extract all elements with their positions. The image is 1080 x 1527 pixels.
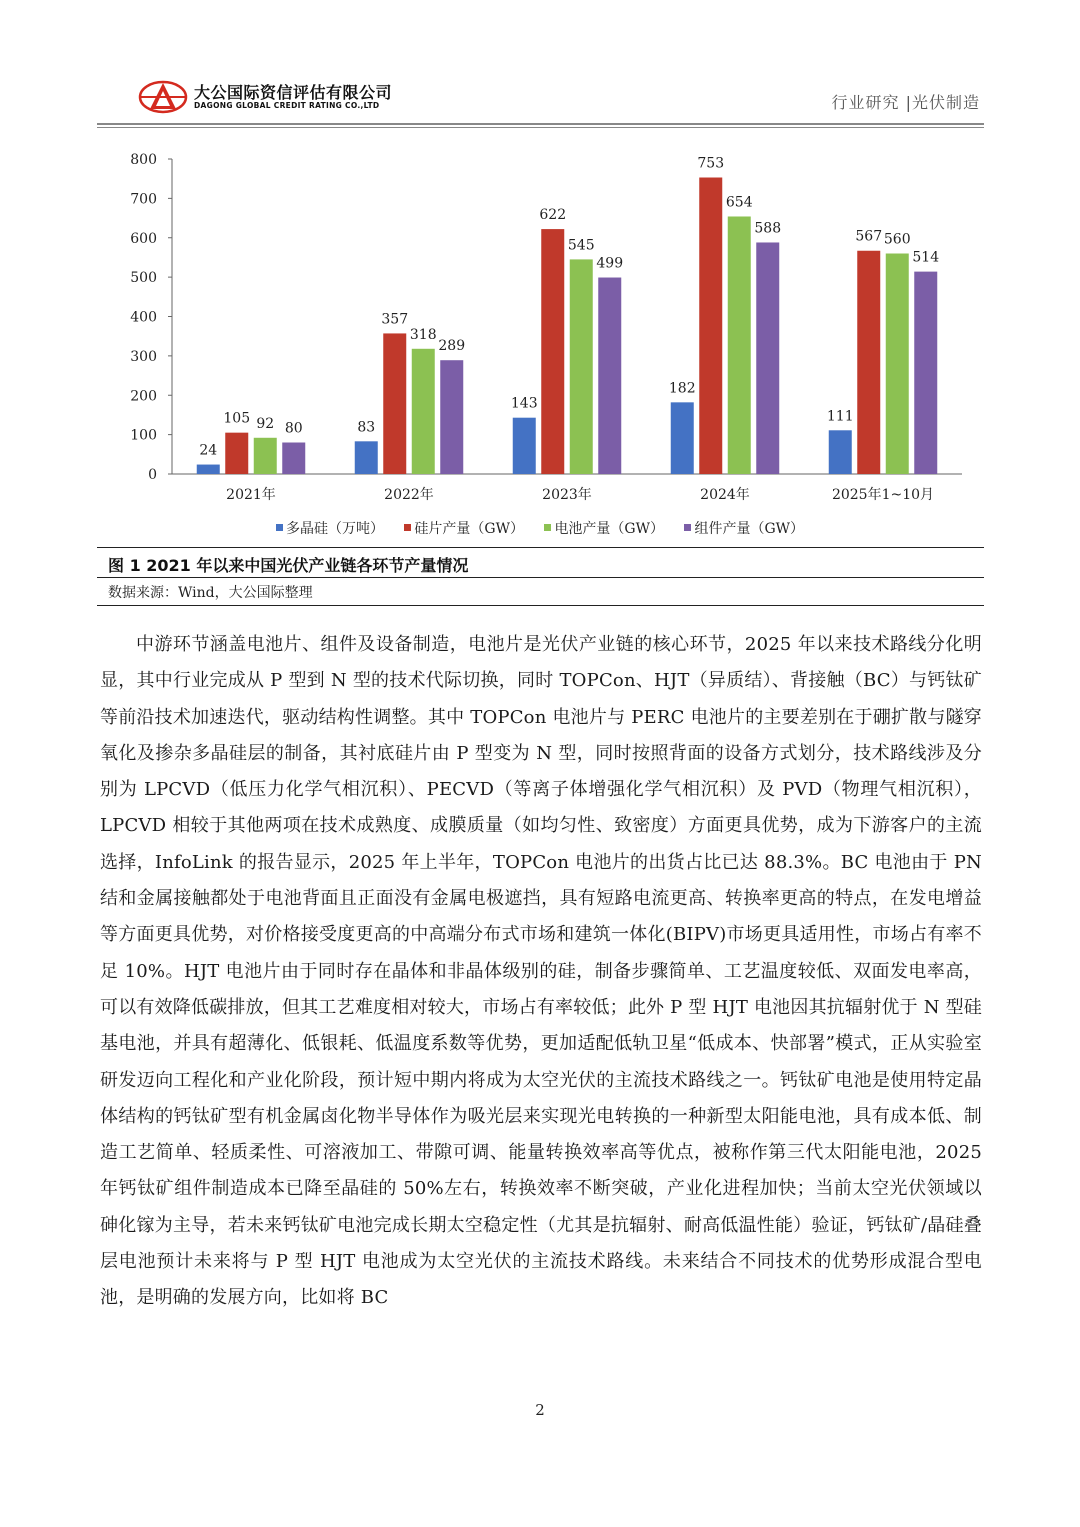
production-bar-chart (97, 140, 984, 545)
data-label: 318 (409, 326, 437, 343)
bar (829, 430, 852, 474)
company-logo-icon (138, 80, 188, 114)
x-tick-label: 2023年 (542, 487, 592, 503)
y-tick-label: 600 (130, 230, 157, 247)
data-label: 560 (883, 231, 911, 248)
y-tick-label: 200 (130, 388, 157, 405)
legend-item-polysilicon (276, 518, 384, 538)
data-label: 545 (567, 237, 595, 254)
chart-legend (0, 518, 1080, 538)
data-label: 111 (826, 408, 854, 425)
data-label: 24 (199, 442, 218, 459)
page-number: 2 (535, 1401, 545, 1419)
bar (671, 402, 694, 474)
bar (383, 333, 406, 474)
data-label: 499 (596, 255, 624, 272)
data-label: 357 (381, 311, 409, 328)
company-name-en: DAGONG GLOBAL CREDIT RATING CO.,LTD (194, 101, 380, 110)
figure-rule-bottom (97, 605, 984, 606)
bar (355, 441, 378, 474)
y-tick-label: 400 (130, 309, 157, 326)
data-label: 143 (510, 395, 538, 412)
data-label: 182 (668, 380, 696, 397)
legend-label: 多晶硅（万吨） (285, 521, 384, 537)
bar (197, 465, 220, 474)
data-label: 588 (754, 220, 782, 237)
y-tick-label: 300 (130, 348, 157, 365)
data-label: 514 (912, 249, 940, 266)
header-divider (97, 123, 984, 125)
bar (857, 251, 880, 474)
legend-item-cell (544, 518, 664, 538)
data-label: 567 (855, 228, 883, 245)
data-label: 92 (256, 415, 275, 432)
x-tick-label: 2025年1~10月 (831, 487, 935, 503)
y-tick-label: 0 (148, 467, 157, 483)
legend-swatch (276, 524, 283, 531)
legend-label: 组件产量（GW） (694, 521, 805, 537)
bar (914, 272, 937, 474)
x-tick-label: 2021年 (226, 487, 276, 503)
y-tick-label: 800 (130, 152, 157, 168)
data-label: 80 (284, 420, 303, 437)
bar (412, 349, 435, 474)
legend-item-module (684, 518, 804, 538)
bar (728, 216, 751, 474)
page-header (0, 0, 1080, 130)
bar (541, 229, 564, 474)
x-tick-label: 2024年 (700, 487, 750, 503)
bar (225, 433, 248, 474)
figure-rule-top (97, 547, 984, 548)
legend-label: 硅片产量（GW） (414, 521, 524, 537)
bar (440, 360, 463, 474)
legend-swatch (544, 524, 551, 531)
bar (886, 254, 909, 475)
figure-source: 数据来源：Wind，大公国际整理 (108, 585, 313, 601)
bar (282, 443, 305, 475)
bar (699, 178, 722, 474)
section-label: 行业研究 |光伏制造 (831, 93, 980, 112)
legend-swatch (684, 524, 691, 531)
y-tick-label: 500 (130, 270, 157, 287)
data-label: 83 (357, 419, 376, 436)
body-paragraph: 中游环节涵盖电池片、组件及设备制造，电池片是光伏产业链的核心环节，2025 年以来技术路线分化明显，其中行业完成从 P 型到 N 型的技术代际切换，同时 TOPCon、HJT（异质结）、背接触（BC）与钙钛矿等前沿技术加速迭代，驱动结构性调整。其中 TOPCon 电池片与 PERC 电池片的主要差别在于硼扩散与隧穿氧化及掺杂多晶硅层的制备，其衬底硅片由 P 型变为 N 型，同时按照背面的设备方式划分，技术路线涉及分别为 LPCVD（低压力化学气相沉积）、PECVD（等离子体增强化学气相沉积）及 PVD（物理气相沉积），LPCVD 相较于其他两项在技术成熟度、成膜质量（如均匀性、致密度）方面更具优势，成为下游客户的主流选择，InfoLink 的报告显示，2025 年上半年，TOPCon 电池片的出货占比已达 88.3%。BC 电池由于 PN 结和金属接触都处于电池背面且正面没有金属电极遮挡，具有短路电流更高、转换率更高的特点，在发电增益等方面更具优势，对价格接受度更高的中高端分布式市场和建筑一体化(BIPV)市场更具适用性，市场占有率不足 10%。HJT 电池片由于同时存在晶体和非晶体级别的硅，制备步骤简单、工艺温度较低、双面发电率高，可以有效降低碳排放，但其工艺难度相对较大，市场占有率较低；此外 P 型 HJT 电池因其抗辐射优于 N 型硅基电池，并具有超薄化、低银耗、低温度系数等优势，更加适配低轨卫星“低成本、快部署”模式，正从实验室研发迈向工程化和产业化阶段，预计短中期内将成为太空光伏的主流技术路线之一。钙钛矿电池是使用特定晶体结构的钙钛矿型有机金属卤化物半导体作为吸光层来实现光电转换的一种新型太阳能电池，具有成本低、制造工艺简单、轻质柔性、可溶液加工、带隙可调、能量转换效率高等优点，被称作第三代太阳能电池，2025 年钙钛矿组件制造成本已降至晶硅的 50%左右，转换效率不断突破，产业化进程加快；当前太空光伏领域以砷化镓为主导，若未来钙钛矿电池完成长期太空稳定性（尤其是抗辐射、耐高低温性能）验证，钙钛矿/晶硅叠层电池预计未来将与 P 型 HJT 电池成为太空光伏的主流技术路线。未来结合不同技术的优势形成混合型电池，是明确的发展方向，比如将 BC (100, 634, 982, 1309)
figure-caption: 图 1 2021 年以来中国光伏产业链各环节产量情况 (108, 556, 469, 575)
bar (513, 418, 536, 474)
x-tick-label: 2022年 (384, 487, 434, 503)
figure-rule-mid (97, 577, 984, 578)
legend-swatch (404, 524, 411, 531)
legend-item-wafer (404, 518, 524, 538)
data-label: 622 (539, 207, 567, 224)
company-name-cn: 大公国际资信评估有限公司 (194, 83, 393, 102)
data-label: 105 (223, 410, 251, 427)
y-tick-label: 100 (130, 427, 157, 444)
data-label: 654 (725, 194, 753, 211)
header-divider-thin (97, 127, 984, 128)
bar (570, 259, 593, 474)
legend-label: 电池产量（GW） (554, 521, 665, 537)
bar (756, 242, 779, 474)
data-label: 753 (697, 155, 725, 172)
chart-canvas (97, 140, 984, 545)
data-label: 289 (438, 338, 466, 355)
y-tick-label: 700 (130, 191, 157, 208)
bar (598, 278, 621, 474)
bar (254, 438, 277, 474)
